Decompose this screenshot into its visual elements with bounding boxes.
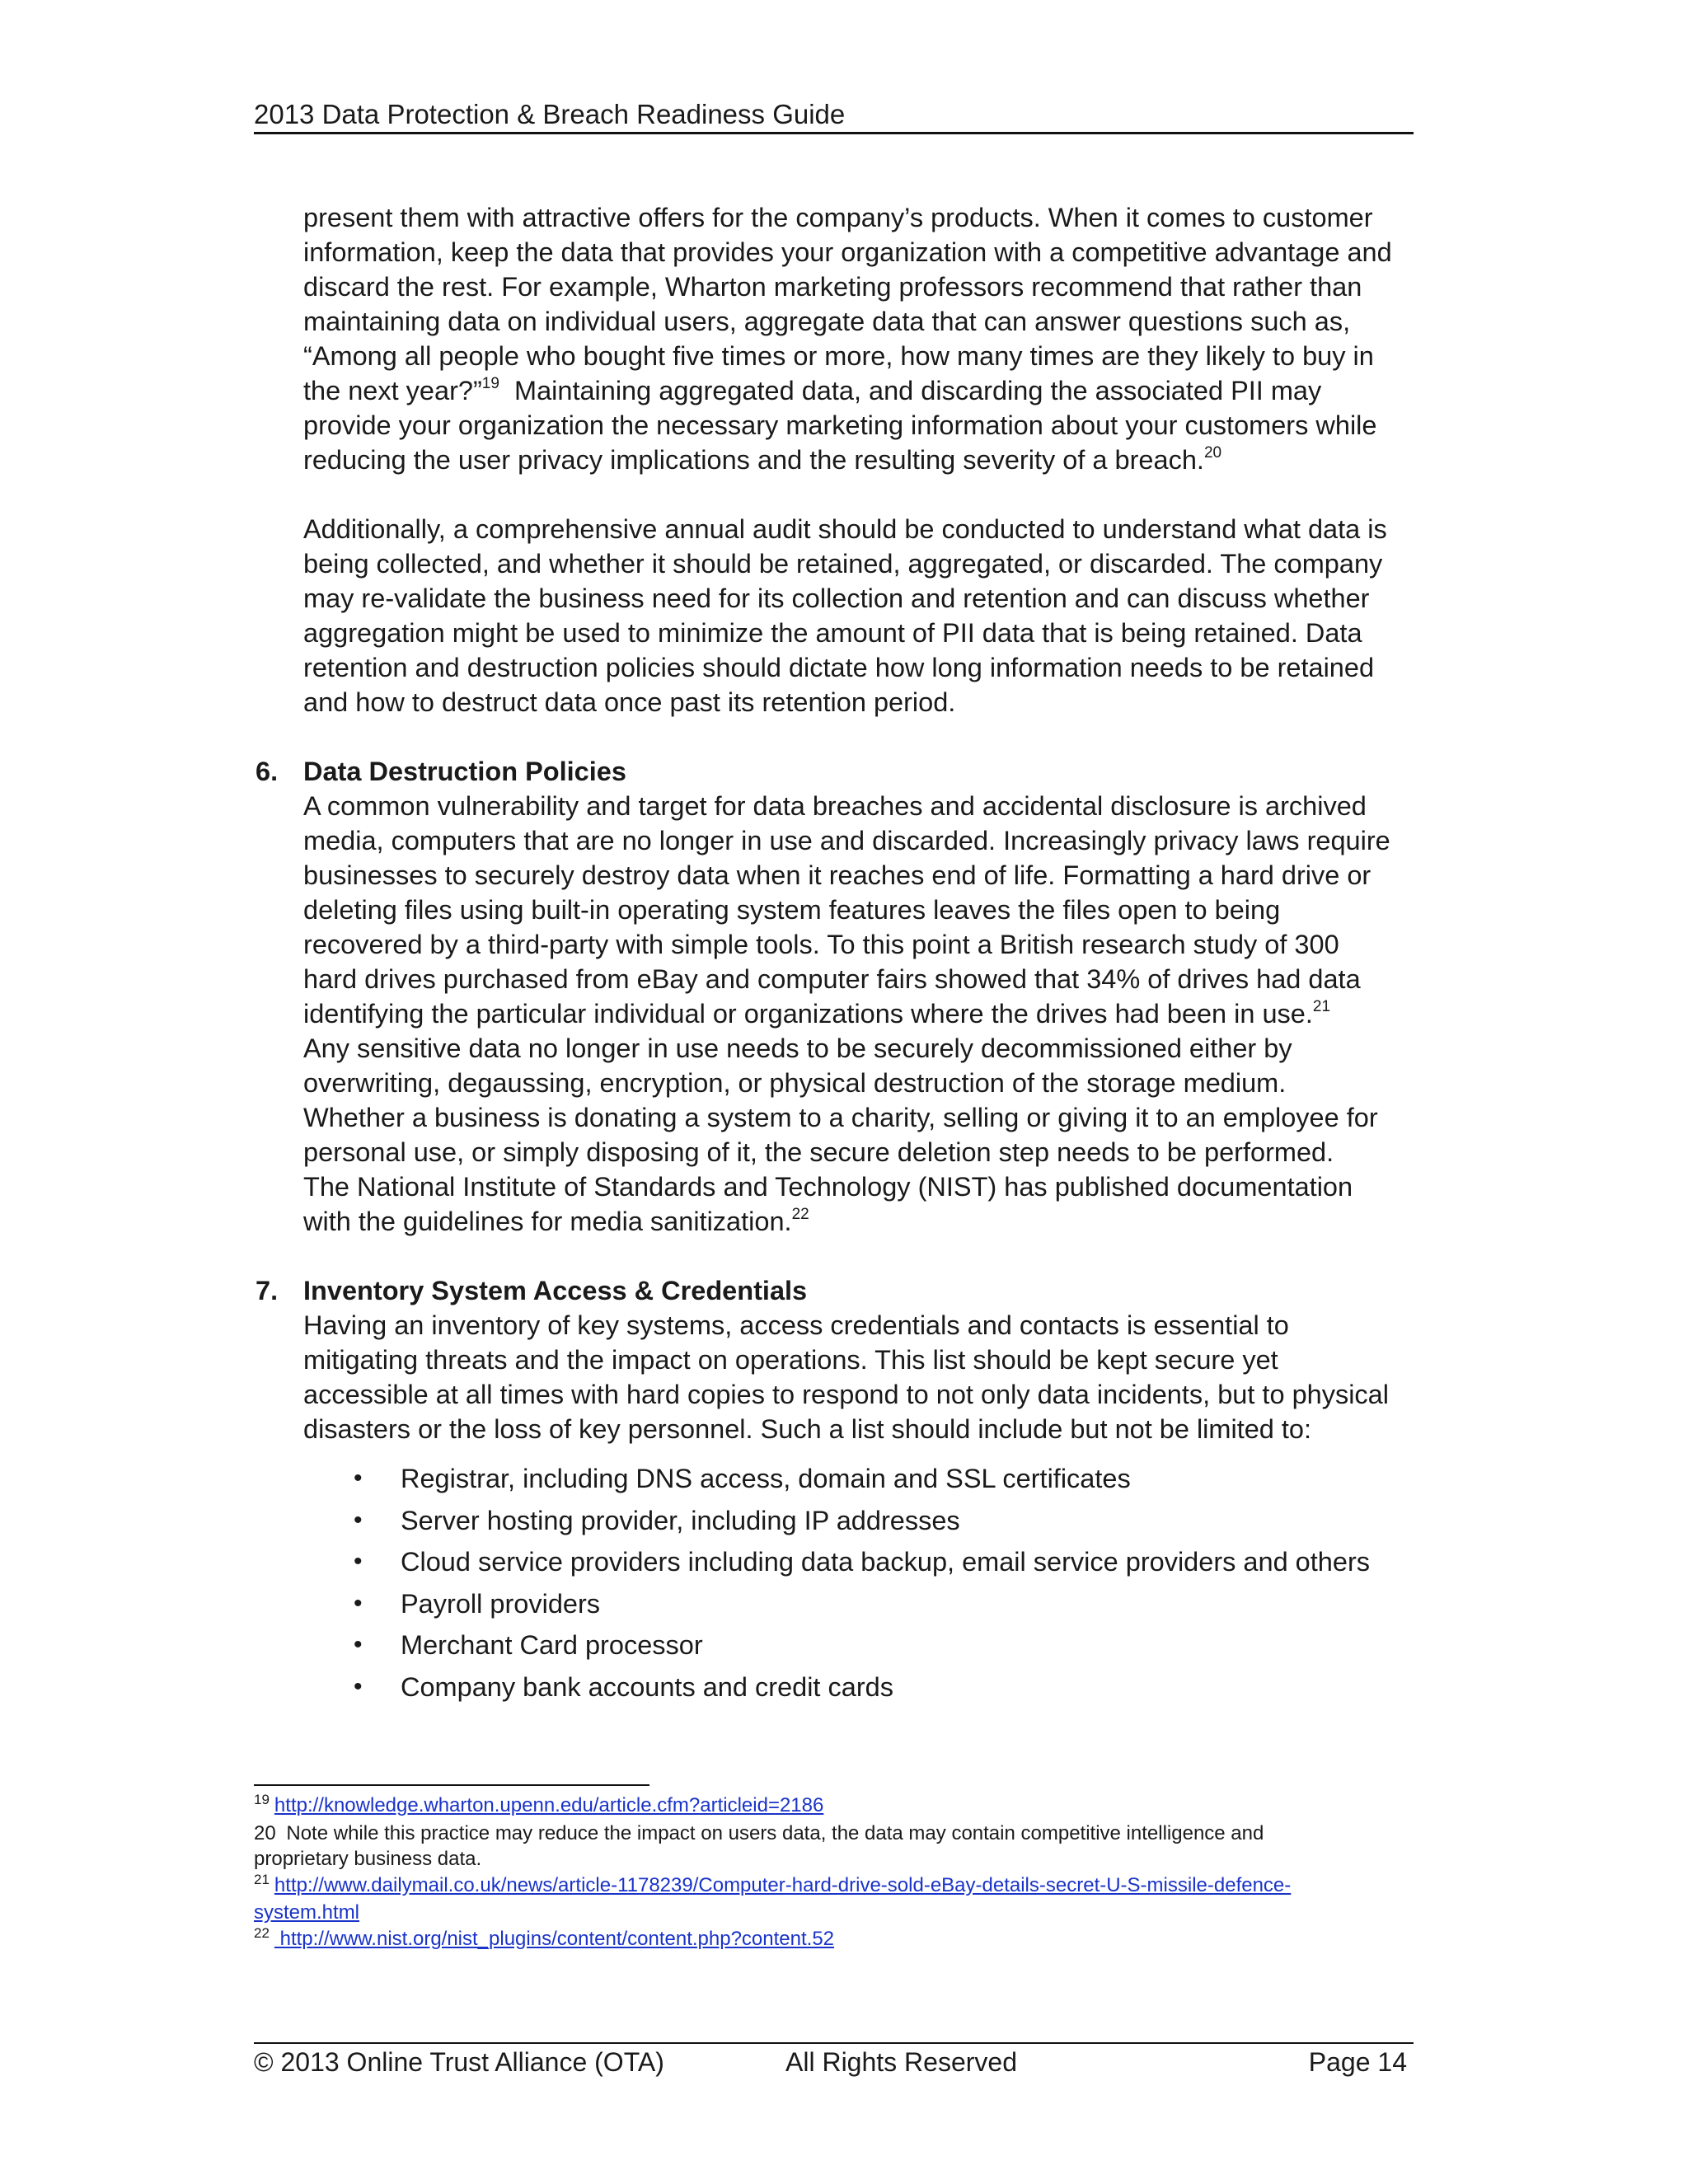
audit-paragraph: [303, 512, 1416, 719]
footnote-separator: [254, 1784, 649, 1786]
footnote-line: [254, 1926, 1416, 1954]
main-content: [256, 200, 1416, 1708]
text-line: overwriting, degaussing, encryption, or physical destruction of the storage medium.: [303, 1068, 1287, 1098]
section-title: Data Destruction Policies: [303, 757, 626, 786]
text-line: [303, 996, 1416, 1031]
footnote-21: [254, 1872, 1416, 1926]
footnote-number: 21: [254, 1871, 270, 1887]
list-item-text: Registrar, including DNS access, domain and SSL certificates: [401, 1464, 1131, 1493]
footnotes: [254, 1793, 1416, 1953]
text-line: and how to destruct data once past its retention period.: [303, 687, 956, 717]
footnote-19: [254, 1793, 1416, 1821]
text-line: [303, 1204, 1416, 1239]
section-inventory-access: [256, 1273, 1416, 1708]
footnote-link-dailymail[interactable]: http://www.dailymail.co.uk/news/article-1178239/Computer-hard-drive-sold-eBay-details-secret-U-S-missile-defence-: [274, 1873, 1292, 1896]
text-line: being collected, and whether it should be retained, aggregated, or discarded. The company: [303, 549, 1383, 579]
footer-page-number: Page 14: [1308, 2047, 1407, 2077]
section-title: Inventory System Access & Credentials: [303, 1276, 808, 1305]
footnote-number: 22: [254, 1924, 270, 1941]
text-segment: with the guidelines for media sanitization.: [303, 1207, 792, 1236]
footnote-20: [254, 1821, 1416, 1872]
text-line: information, keep the data that provides your organization with a competitive advantage and: [303, 237, 1392, 267]
text-line: Any sensitive data no longer in use needs to be securely decommissioned either by: [303, 1033, 1292, 1063]
footnote-text: Note while this practice may reduce the impact on users data, the data may contain competitive intelligence and: [280, 1821, 1264, 1844]
text-line: deleting files using built-in operating system features leaves the files open to being: [303, 895, 1281, 925]
bullet-icon: •: [354, 1672, 363, 1700]
page-footer: [254, 2042, 1414, 2077]
footnote-line: [254, 1821, 1416, 1847]
text-line: discard the rest. For example, Wharton marketing professors recommend that rather than: [303, 272, 1362, 302]
bullet-icon: •: [354, 1506, 363, 1534]
footnote-line: [254, 1793, 1416, 1821]
text-segment: the next year?”: [303, 376, 482, 405]
text-line: retention and destruction policies should dictate how long information needs to be retained: [303, 653, 1375, 682]
inventory-bullet-list: [303, 1458, 1416, 1708]
list-item-text: Server hosting provider, including IP addresses: [401, 1505, 960, 1535]
footnote-link-dailymail-cont[interactable]: system.html: [254, 1901, 360, 1924]
list-item-text: Company bank accounts and credit cards: [401, 1671, 893, 1702]
text-line: [303, 373, 1416, 408]
text-line: personal use, or simply disposing of it, the secure deletion step needs to be performed.: [303, 1137, 1334, 1167]
list-item-text: Payroll providers: [401, 1588, 601, 1619]
footnote-ref-20[interactable]: 20: [1203, 444, 1222, 462]
intro-paragraph: [303, 200, 1416, 477]
text-line: recovered by a third-party with simple tools. To this point a British research study of 300: [303, 930, 1339, 959]
section-number: 6.: [256, 757, 279, 786]
footnote-link-nist[interactable]: http://www.nist.org/nist_plugins/content/content.php?content.52: [274, 1927, 835, 1950]
text-line: [303, 443, 1416, 477]
text-line: mitigating threats and the impact on operations. This list should be kept secure yet: [303, 1345, 1278, 1375]
list-item: [354, 1583, 1416, 1625]
text-line: media, computers that are no longer in use and discarded. Increasingly privacy laws require: [303, 826, 1390, 855]
section-number: 7.: [256, 1276, 279, 1305]
bullet-icon: •: [354, 1631, 363, 1658]
text-line: A common vulnerability and target for data breaches and accidental disclosure is archived: [303, 791, 1367, 821]
section-data-destruction: [256, 754, 1416, 1239]
text-line: aggregation might be used to minimize the amount of PII data that is being retained. Data: [303, 618, 1362, 648]
text-line: The National Institute of Standards and Technology (NIST) has published documentation: [303, 1172, 1353, 1202]
list-item: [354, 1541, 1416, 1583]
text-line: hard drives purchased from eBay and computer fairs showed that 34% of drives had data: [303, 964, 1361, 994]
list-item: [354, 1666, 1416, 1708]
text-line: accessible at all times with hard copies to respond to not only data incidents, but to physical: [303, 1380, 1389, 1409]
text-line: businesses to securely destroy data when it reaches end of life. Formatting a hard drive or: [303, 860, 1372, 890]
footnote-ref-22[interactable]: 22: [791, 1206, 809, 1224]
list-item-text: Merchant Card processor: [401, 1630, 703, 1660]
list-item: [354, 1458, 1416, 1500]
footnote-line: proprietary business data.: [254, 1848, 482, 1870]
footer-rights: All Rights Reserved: [785, 2047, 1017, 2077]
bullet-icon: •: [354, 1589, 363, 1617]
text-line: may re-validate the business need for its collection and retention and can discuss whether: [303, 583, 1370, 613]
list-item-text: Cloud service providers including data backup, email service providers and others: [401, 1547, 1371, 1577]
text-segment: reducing the user privacy implications and the resulting severity of a breach.: [303, 445, 1204, 475]
list-item: [354, 1624, 1416, 1666]
bullet-icon: •: [354, 1548, 363, 1575]
text-line: provide your organization the necessary marketing information about your customers while: [303, 410, 1377, 440]
footnote-line: [254, 1872, 1416, 1900]
footnote-link-wharton[interactable]: http://knowledge.wharton.upenn.edu/article.cfm?articleid=2186: [274, 1794, 824, 1816]
footnote-number: 20: [254, 1821, 276, 1844]
bullet-icon: •: [354, 1465, 363, 1492]
footnote-22: [254, 1926, 1416, 1954]
footnote-ref-21[interactable]: 21: [1312, 998, 1331, 1016]
text-line: Whether a business is donating a system to a charity, selling or giving it to an employee for: [303, 1103, 1378, 1132]
footnote-number: 19: [254, 1792, 270, 1807]
footnote-line: [254, 1900, 1416, 1926]
text-line: “Among all people who bought five times or more, how many times are they likely to buy in: [303, 341, 1374, 371]
footer-copyright: © 2013 Online Trust Alliance (OTA): [254, 2047, 664, 2077]
text-segment: identifying the particular individual or organizations where the drives had been in use.: [303, 999, 1313, 1029]
text-line: disasters or the loss of key personnel. Such a list should include but not be limited to:: [303, 1414, 1312, 1444]
text-line: present them with attractive offers for the company’s products. When it comes to customer: [303, 203, 1373, 232]
header-title: 2013 Data Protection & Breach Readiness Guide: [254, 99, 846, 129]
footnote-ref-19[interactable]: 19: [481, 375, 499, 393]
text-line: Additionally, a comprehensive annual audit should be conducted to understand what data is: [303, 514, 1387, 544]
text-line: maintaining data on individual users, aggregate data that can answer questions such as,: [303, 307, 1351, 336]
list-item: [354, 1500, 1416, 1542]
text-line: Having an inventory of key systems, access credentials and contacts is essential to: [303, 1310, 1289, 1340]
text-segment: Maintaining aggregated data, and discarding the associated PII may: [499, 376, 1322, 405]
page-header: [254, 97, 1414, 134]
